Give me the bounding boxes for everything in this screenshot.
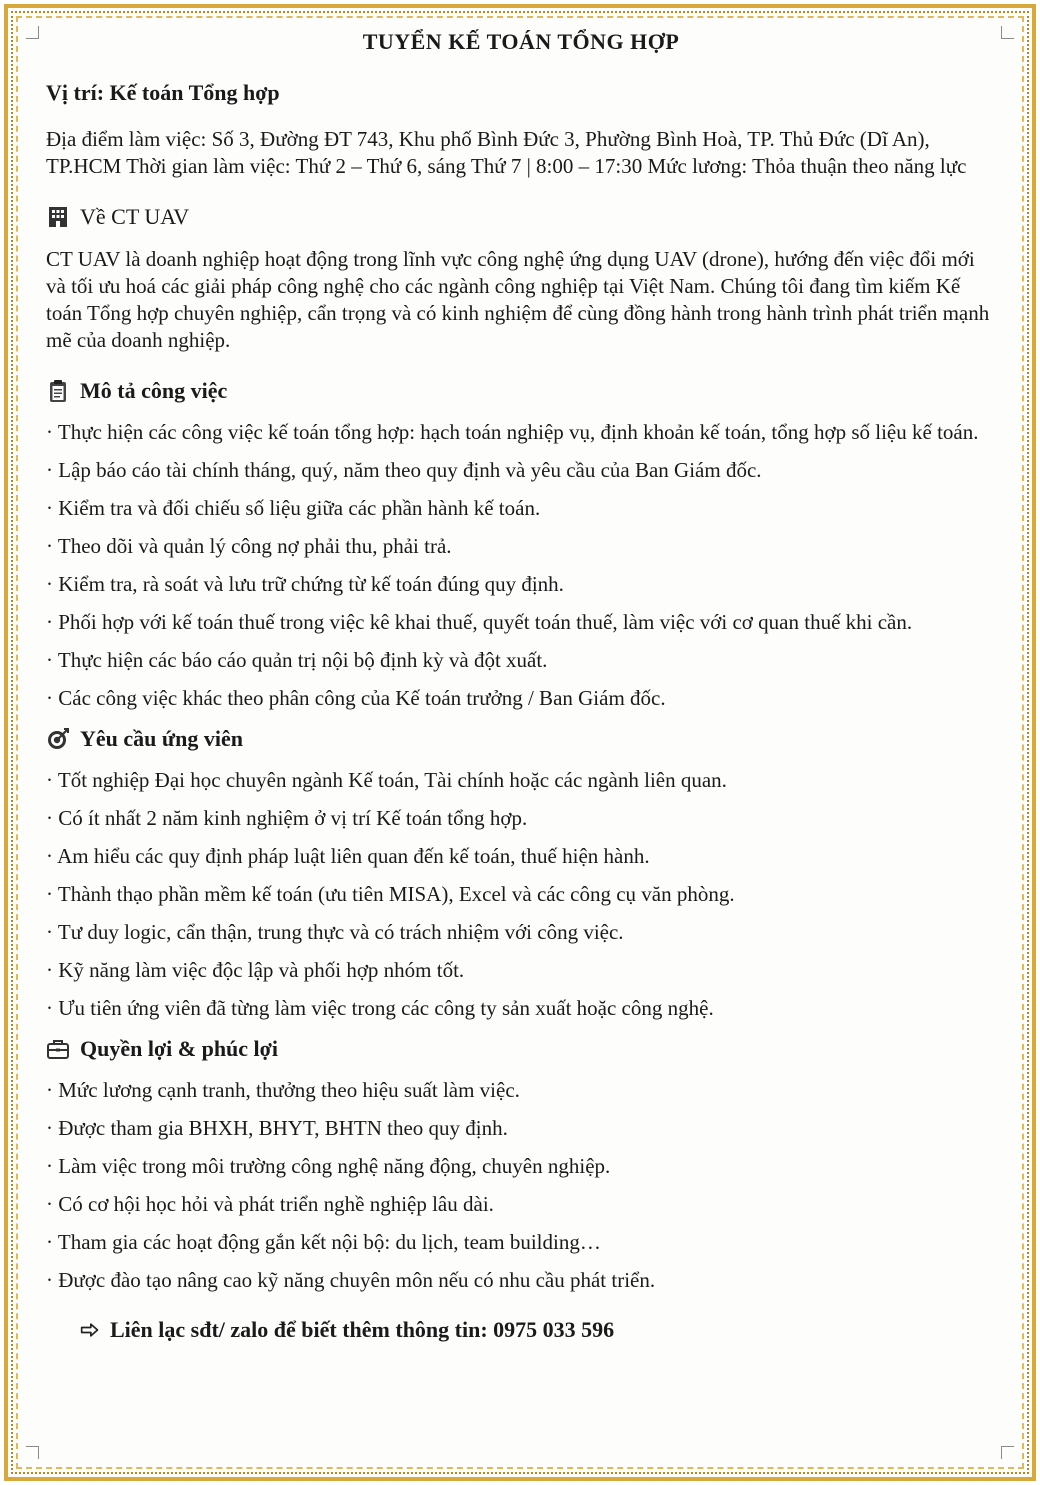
- requirements-list: [46, 768, 996, 1021]
- corner-mark-top-right: [1001, 26, 1014, 39]
- job-description-list: [46, 420, 996, 711]
- about-text: CT UAV là doanh nghiệp hoạt động trong lĩnh vực công nghệ ứng dụng UAV (drone), hướng đến việc đổi mới và tối ưu hoá các giải pháp công nghệ cho các ngành công nghiệp tại Việt Nam. Chúng tôi đang tìm kiếm Kế toán Tổng hợp chuyên nghiệp, cẩn trọng và có kinh nghiệm để cùng đồng hành trong hành trình phát triển mạnh mẽ của doanh nghiệp.: [46, 247, 990, 352]
- list-item: · Thành thạo phần mềm kế toán (ưu tiên MISA), Excel và các công cụ văn phòng.: [46, 882, 735, 906]
- list-item: · Kiểm tra, rà soát và lưu trữ chứng từ kế toán đúng quy định.: [46, 572, 564, 596]
- list-item: · Các công việc khác theo phân công của Kế toán trưởng / Ban Giám đốc.: [46, 686, 666, 710]
- about-heading-text: Về CT UAV: [80, 204, 190, 229]
- list-item: · Am hiểu các quy định pháp luật liên quan đến kế toán, thuế hiện hành.: [46, 844, 650, 868]
- about-heading: [46, 202, 996, 232]
- list-item: · Được đào tạo nâng cao kỹ năng chuyên môn nếu có nhu cầu phát triển.: [46, 1268, 656, 1292]
- list-item: · Theo dõi và quản lý công nợ phải thu, phải trả.: [46, 534, 452, 558]
- list-item: · Kỹ năng làm việc độc lập và phối hợp nhóm tốt.: [46, 958, 465, 982]
- requirements-heading: [46, 724, 996, 754]
- job-description-heading-text: Mô tả công việc: [80, 378, 228, 403]
- contact-line: [80, 1317, 996, 1343]
- document-body: [46, 28, 996, 1343]
- list-item: · Phối hợp với kế toán thuế trong việc kê khai thuế, quyết toán thuế, làm việc với cơ quan thuế khi cần.: [46, 610, 913, 634]
- clipboard-icon: [46, 379, 70, 403]
- corner-mark-bottom-left: [26, 1446, 39, 1459]
- benefits-heading-text: Quyền lợi & phúc lợi: [80, 1036, 278, 1061]
- contact-text: Liên lạc sđt/ zalo để biết thêm thông tin: 0975 033 596: [110, 1317, 615, 1342]
- list-item: · Thực hiện các công việc kế toán tổng hợp: hạch toán nghiệp vụ, định khoản kế toán, tổng hợp số liệu kế toán.: [46, 420, 979, 444]
- benefits-heading: [46, 1034, 996, 1064]
- corner-mark-bottom-right: [1001, 1446, 1014, 1459]
- document-title: TUYỂN KẾ TOÁN TỔNG HỢP: [362, 29, 680, 54]
- target-icon: [46, 727, 70, 751]
- list-item: · Mức lương cạnh tranh, thưởng theo hiệu suất làm việc.: [46, 1078, 520, 1102]
- list-item: · Thực hiện các báo cáo quản trị nội bộ định kỳ và đột xuất.: [46, 648, 548, 672]
- benefits-list: [46, 1078, 996, 1293]
- position-line: Vị trí: Kế toán Tổng hợp: [46, 80, 280, 105]
- list-item: · Tham gia các hoạt động gắn kết nội bộ: du lịch, team building…: [46, 1230, 601, 1254]
- building-icon: [46, 205, 70, 229]
- list-item: · Có cơ hội học hỏi và phát triển nghề nghiệp lâu dài.: [46, 1192, 494, 1216]
- requirements-heading-text: Yêu cầu ứng viên: [80, 726, 243, 751]
- arrow-right-icon: [80, 1320, 100, 1340]
- job-details: Địa điểm làm việc: Số 3, Đường ĐT 743, Khu phố Bình Đức 3, Phường Bình Hoà, TP. Thủ Đức (Dĩ An), TP.HCM Thời gian làm việc: Thứ 2 – Thứ 6, sáng Thứ 7 | 8:00 – 17:30 Mức lương: Thỏa thuận theo năng lực: [46, 127, 967, 178]
- list-item: · Ưu tiên ứng viên đã từng làm việc trong các công ty sản xuất hoặc công nghệ.: [46, 996, 714, 1020]
- list-item: · Làm việc trong môi trường công nghệ năng động, chuyên nghiệp.: [46, 1154, 611, 1178]
- briefcase-icon: [46, 1037, 70, 1061]
- list-item: · Tốt nghiệp Đại học chuyên ngành Kế toán, Tài chính hoặc các ngành liên quan.: [46, 768, 727, 792]
- list-item: · Tư duy logic, cẩn thận, trung thực và có trách nhiệm với công việc.: [46, 920, 624, 944]
- list-item: · Lập báo cáo tài chính tháng, quý, năm theo quy định và yêu cầu của Ban Giám đốc.: [46, 458, 762, 482]
- list-item: · Kiểm tra và đối chiếu số liệu giữa các phần hành kế toán.: [46, 496, 541, 520]
- corner-mark-top-left: [26, 26, 39, 39]
- list-item: · Có ít nhất 2 năm kinh nghiệm ở vị trí Kế toán tổng hợp.: [46, 806, 528, 830]
- job-description-heading: [46, 376, 996, 406]
- list-item: · Được tham gia BHXH, BHYT, BHTN theo quy định.: [46, 1116, 508, 1140]
